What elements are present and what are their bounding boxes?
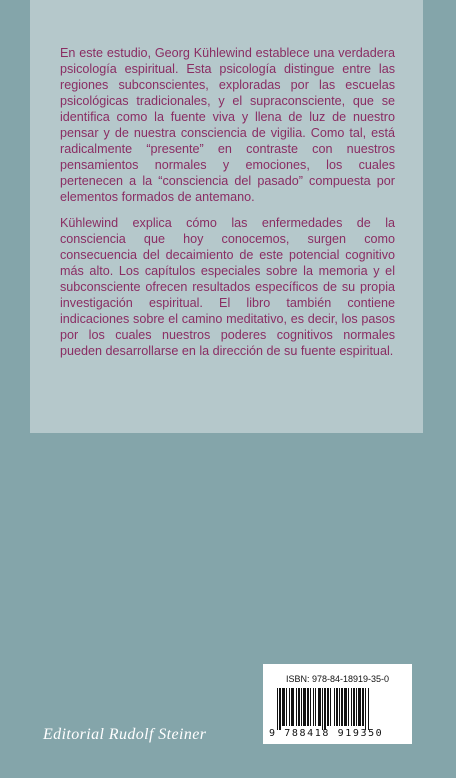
barcode-digits: 9 788418 919350 (269, 728, 384, 739)
description-paragraph-2: Kühlewind explica cómo las enfermedades de la consciencia que hoy conocemos, surgen como consecuencia del decaimiento de este potencial cognitivo más alto. Los capítulos especiales sobre la memoria y el subconsciente ofrecen resultados específicos de su propia investigación espiritual. El libro también contiene indicaciones sobre el camino meditativo, es decir, los pasos por los cuales nuestros poderes cognitivos normales pueden desarrollarse en la dirección de su fuente espiritual. (60, 216, 395, 358)
isbn-label: ISBN: 978-84-18919-35-0 (285, 674, 390, 684)
back-cover-text-panel (30, 0, 423, 433)
description-paragraph-1: En este estudio, Georg Kühlewind establece una verdadera psicología espiritual. Esta psicología distingue entre las regiones subconscientes, exploradas por las escuelas psicológicas tradicionales, y el supraconsciente, que se identifica como la fuente viva y llena de luz de nuestro pensar y de nuestra consciencia de vigilia. Como tal, está radicalmente “presente” en contraste con nuestros pensamientos normales y emociones, los cuales pertenecen a la “consciencia del pasado” compuesta por elementos formados de antemano. (60, 46, 395, 204)
publisher-name: Editorial Rudolf Steiner (43, 726, 207, 743)
isbn-barcode-box (263, 664, 412, 744)
barcode-icon (277, 688, 399, 730)
